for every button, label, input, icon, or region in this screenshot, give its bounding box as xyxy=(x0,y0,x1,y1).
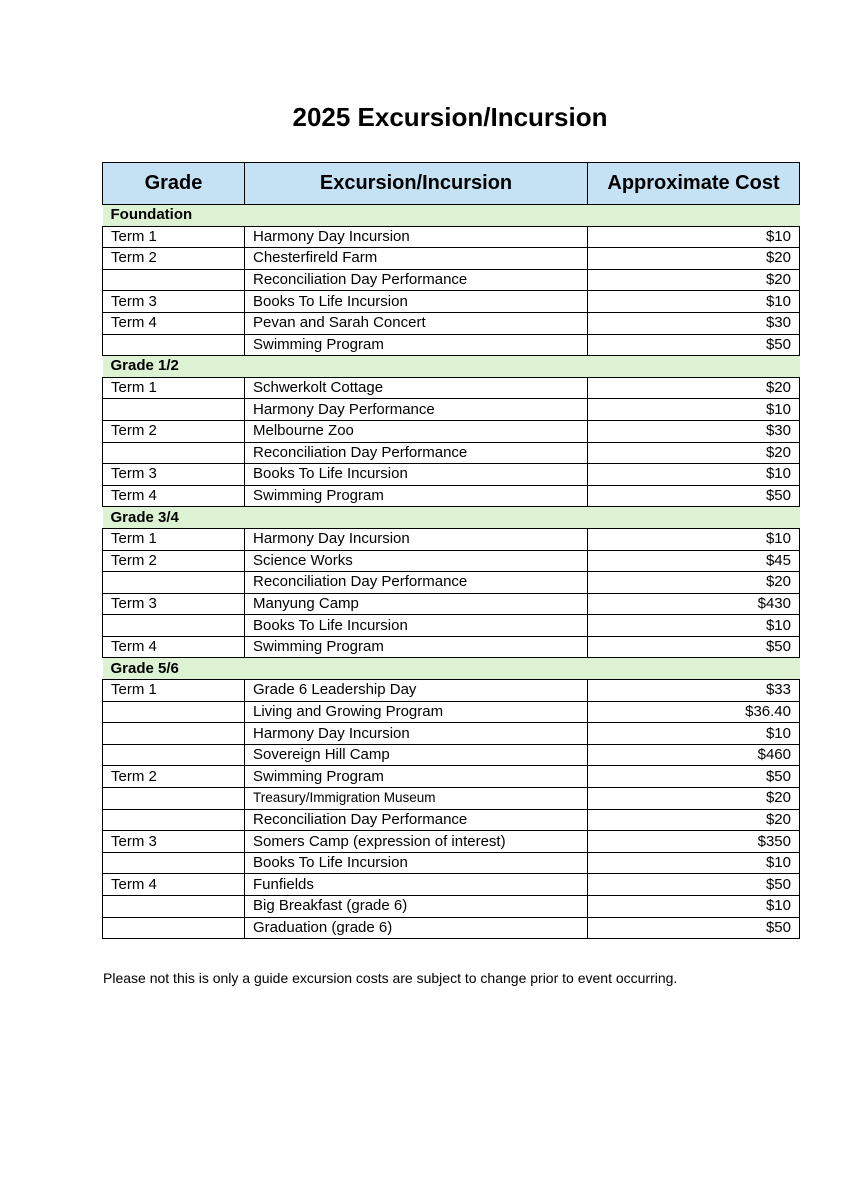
term-cell xyxy=(103,615,245,637)
term-cell: Term 2 xyxy=(103,420,245,442)
term-cell xyxy=(103,917,245,939)
section-row xyxy=(103,356,800,378)
table-row xyxy=(103,226,800,248)
excursion-cell: Grade 6 Leadership Day xyxy=(245,680,588,702)
term-cell xyxy=(103,442,245,464)
cost-cell: $10 xyxy=(588,852,800,874)
excursion-cell: Schwerkolt Cottage xyxy=(245,377,588,399)
excursion-cell: Books To Life Incursion xyxy=(245,291,588,313)
cost-cell: $20 xyxy=(588,788,800,810)
section-title: Grade 5/6 xyxy=(103,658,800,680)
table-row xyxy=(103,312,800,334)
table-row xyxy=(103,852,800,874)
cost-cell: $20 xyxy=(588,269,800,291)
excursion-cell: Reconciliation Day Performance xyxy=(245,572,588,594)
excursion-cell: Living and Growing Program xyxy=(245,701,588,723)
excursion-cell: Chesterfireld Farm xyxy=(245,248,588,270)
term-cell: Term 4 xyxy=(103,485,245,507)
section-row xyxy=(103,658,800,680)
cost-cell: $20 xyxy=(588,809,800,831)
table-row xyxy=(103,831,800,853)
excursion-cell: Melbourne Zoo xyxy=(245,420,588,442)
section-title: Foundation xyxy=(103,205,800,227)
cost-cell: $10 xyxy=(588,291,800,313)
table-row xyxy=(103,917,800,939)
cost-cell: $430 xyxy=(588,593,800,615)
cost-cell: $50 xyxy=(588,917,800,939)
term-cell: Term 4 xyxy=(103,874,245,896)
footnote: Please not this is only a guide excursion costs are subject to change prior to event occurring. xyxy=(103,970,678,986)
table-row xyxy=(103,701,800,723)
cost-cell: $50 xyxy=(588,874,800,896)
term-cell xyxy=(103,809,245,831)
excursion-cell: Sovereign Hill Camp xyxy=(245,744,588,766)
excursion-cell: Harmony Day Incursion xyxy=(245,528,588,550)
table-row xyxy=(103,723,800,745)
table-row xyxy=(103,788,800,810)
excursion-cell: Graduation (grade 6) xyxy=(245,917,588,939)
excursion-cell: Reconciliation Day Performance xyxy=(245,269,588,291)
table-header-row xyxy=(103,163,800,205)
term-cell: Term 4 xyxy=(103,636,245,658)
excursion-cell: Harmony Day Incursion xyxy=(245,226,588,248)
excursion-cell: Funfields xyxy=(245,874,588,896)
table-row xyxy=(103,615,800,637)
table-row xyxy=(103,744,800,766)
cost-cell: $50 xyxy=(588,766,800,788)
term-cell: Term 3 xyxy=(103,291,245,313)
table-row xyxy=(103,442,800,464)
excursion-cell: Science Works xyxy=(245,550,588,572)
excursion-cell: Reconciliation Day Performance xyxy=(245,809,588,831)
excursion-cell: Big Breakfast (grade 6) xyxy=(245,896,588,918)
cost-cell: $36.40 xyxy=(588,701,800,723)
term-cell xyxy=(103,788,245,810)
table-row xyxy=(103,269,800,291)
table-row xyxy=(103,550,800,572)
term-cell: Term 3 xyxy=(103,593,245,615)
table-row xyxy=(103,464,800,486)
term-cell xyxy=(103,701,245,723)
excursion-cell: Harmony Day Performance xyxy=(245,399,588,421)
term-cell: Term 2 xyxy=(103,248,245,270)
table-row xyxy=(103,874,800,896)
table-row xyxy=(103,399,800,421)
term-cell xyxy=(103,572,245,594)
cost-cell: $30 xyxy=(588,312,800,334)
page-title: 2025 Excursion/Incursion xyxy=(292,102,608,132)
excursion-cell: Swimming Program xyxy=(245,636,588,658)
excursion-cell: Swimming Program xyxy=(245,766,588,788)
excursion-cell: Swimming Program xyxy=(245,485,588,507)
excursion-cell: Pevan and Sarah Concert xyxy=(245,312,588,334)
excursion-cell: Harmony Day Incursion xyxy=(245,723,588,745)
term-cell: Term 2 xyxy=(103,550,245,572)
term-cell: Term 3 xyxy=(103,464,245,486)
term-cell xyxy=(103,269,245,291)
excursion-cell: Swimming Program xyxy=(245,334,588,356)
section-row xyxy=(103,507,800,529)
cost-cell: $10 xyxy=(588,226,800,248)
cost-cell: $350 xyxy=(588,831,800,853)
cost-cell: $460 xyxy=(588,744,800,766)
cost-cell: $20 xyxy=(588,442,800,464)
cost-cell: $10 xyxy=(588,615,800,637)
header-grade: Grade xyxy=(103,163,245,205)
cost-cell: $50 xyxy=(588,485,800,507)
cost-cell: $10 xyxy=(588,399,800,421)
header-excursion: Excursion/Incursion xyxy=(245,163,588,205)
table-row xyxy=(103,593,800,615)
table-row xyxy=(103,420,800,442)
term-cell xyxy=(103,896,245,918)
term-cell: Term 3 xyxy=(103,831,245,853)
section-row xyxy=(103,205,800,227)
excursion-cell: Books To Life Incursion xyxy=(245,852,588,874)
term-cell xyxy=(103,852,245,874)
table-row xyxy=(103,377,800,399)
excursion-cell: Manyung Camp xyxy=(245,593,588,615)
term-cell xyxy=(103,723,245,745)
term-cell xyxy=(103,334,245,356)
cost-cell: $20 xyxy=(588,572,800,594)
term-cell: Term 1 xyxy=(103,377,245,399)
cost-cell: $20 xyxy=(588,248,800,270)
term-cell: Term 1 xyxy=(103,680,245,702)
table-row xyxy=(103,291,800,313)
table-row xyxy=(103,485,800,507)
term-cell: Term 1 xyxy=(103,528,245,550)
table-row xyxy=(103,248,800,270)
cost-cell: $45 xyxy=(588,550,800,572)
term-cell: Term 2 xyxy=(103,766,245,788)
cost-cell: $50 xyxy=(588,636,800,658)
table-body xyxy=(103,205,800,939)
term-cell xyxy=(103,399,245,421)
table-row xyxy=(103,809,800,831)
excursion-cost-table xyxy=(102,162,800,939)
excursion-cell: Books To Life Incursion xyxy=(245,464,588,486)
section-title: Grade 1/2 xyxy=(103,356,800,378)
cost-cell: $10 xyxy=(588,464,800,486)
table-row xyxy=(103,636,800,658)
table-row xyxy=(103,572,800,594)
cost-cell: $10 xyxy=(588,723,800,745)
table-row xyxy=(103,680,800,702)
term-cell: Term 4 xyxy=(103,312,245,334)
cost-cell: $10 xyxy=(588,528,800,550)
cost-cell: $20 xyxy=(588,377,800,399)
term-cell: Term 1 xyxy=(103,226,245,248)
term-cell xyxy=(103,744,245,766)
section-title: Grade 3/4 xyxy=(103,507,800,529)
header-approximate-cost: Approximate Cost xyxy=(588,163,800,205)
cost-cell: $30 xyxy=(588,420,800,442)
cost-cell: $33 xyxy=(588,680,800,702)
table-row xyxy=(103,334,800,356)
table-row xyxy=(103,896,800,918)
excursion-cell: Somers Camp (expression of interest) xyxy=(245,831,588,853)
excursion-cell: Books To Life Incursion xyxy=(245,615,588,637)
table-row xyxy=(103,766,800,788)
table-row xyxy=(103,528,800,550)
cost-cell: $10 xyxy=(588,896,800,918)
excursion-cell: Treasury/Immigration Museum xyxy=(245,788,588,810)
excursion-cell: Reconciliation Day Performance xyxy=(245,442,588,464)
cost-cell: $50 xyxy=(588,334,800,356)
